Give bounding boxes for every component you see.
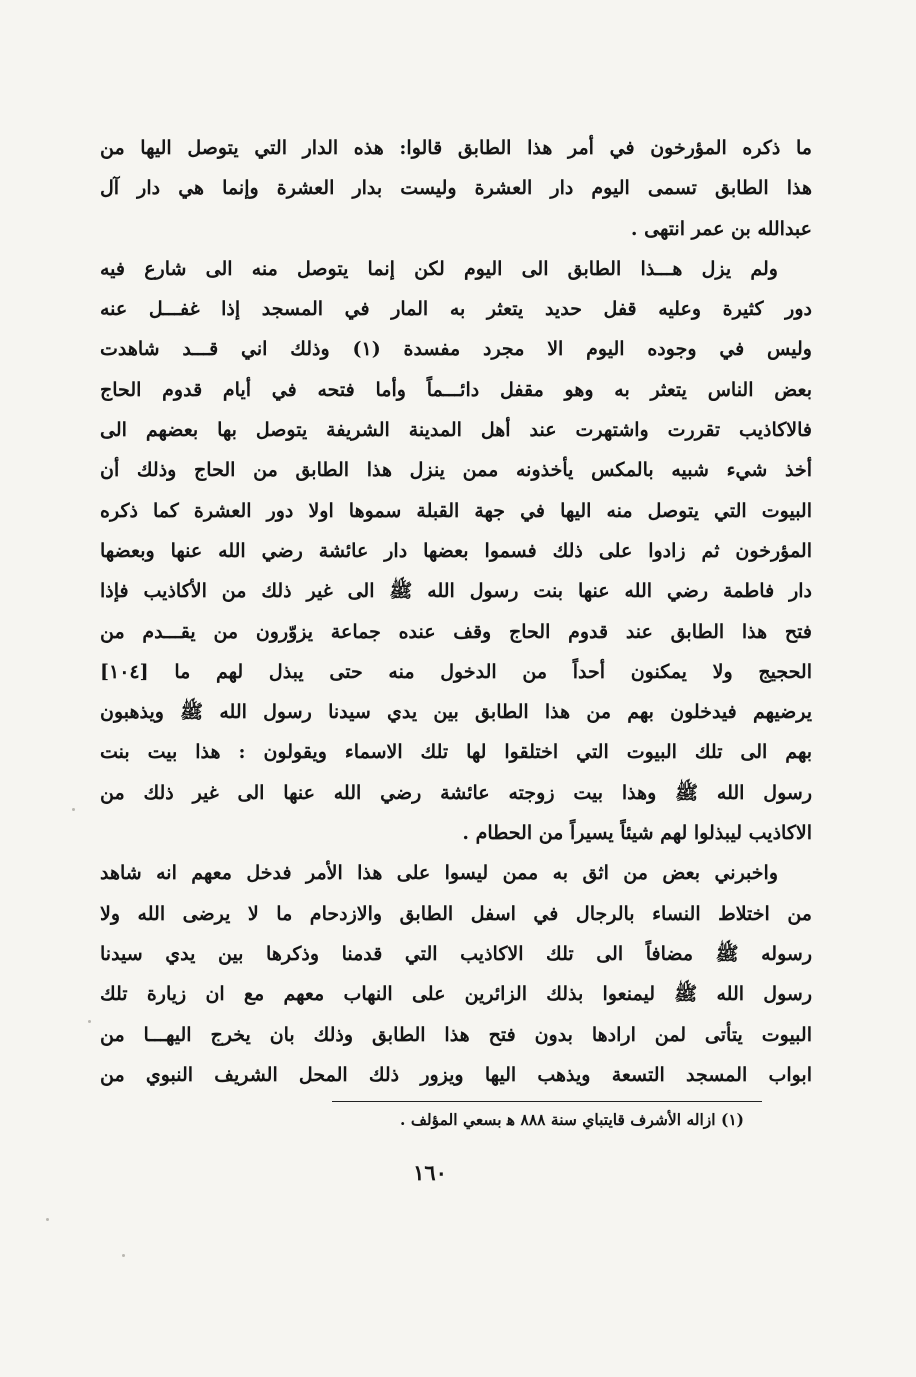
text-line-10: البيوت التي يتوصل منه اليها في جهة القبلة سموها اولا دور العشرة كما ذكره (100, 499, 812, 522)
text-line-15: يرضيهم فيدخلون بهم من هذا الطابق بين يدي سيدنا رسول الله ﷺ ويذهبون (100, 701, 812, 724)
text-line-12: دار فاطمة رضي الله عنها بنت رسول الله ﷺ الى غير ذلك من الأكاذيب فإذا (100, 580, 812, 603)
text-line-18: الاكاذيب ليبذلوا لهم شيئاً يسيراً من الحطام . (462, 822, 812, 845)
text-line-1: ما ذكره المؤرخون في أمر هذا الطابق قالوا: هذه الدار التي يتوصل اليها من (100, 137, 812, 159)
text-line-6: وليس في وجوده اليوم الا مجرد مفسدة (١) وذلك اني قـــد شاهدت (100, 338, 812, 361)
text-line-22: رسول الله ﷺ ليمنعوا بذلك الزائرين على النهاب معهم مع ان زيارة تلك (100, 983, 812, 1006)
text-line-2: هذا الطابق تسمى اليوم دار العشرة وليست بدار العشرة وإنما هي دار آل (100, 177, 812, 200)
text-line-20: من اختلاط النساء بالرجال في اسفل الطابق والازدحام ما لا يرضى الله ولا (100, 902, 812, 925)
footnote-divider (332, 1101, 762, 1102)
footnote: (١) ازاله الأشرف قايتباي سنة ٨٨٨ ﻫ بسعي المؤلف . (400, 1110, 744, 1129)
text-line-5: دور كثيرة وعليه قفل حديد يتعثر به المار في المسجد إذا غفـــل عنه (100, 298, 812, 321)
text-line-8: فالاكاذيب تقررت واشتهرت عند أهل المدينة الشريفة يتوصل بها بعضهم الى (100, 419, 812, 442)
text-line-11: المؤرخون ثم زادوا على ذلك فسموا بعضها دار عائشة رضي الله عنها وبعضها (100, 539, 812, 562)
text-line-23: البيوت يتأتى لمن ارادها بدون فتح هذا الطابق وذلك بان يخرج اليهـــا من (100, 1023, 812, 1046)
text-line-19: واخبرني بعض من اثق به ممن ليسوا على هذا الأمر فدخل معهم انه شاهد (100, 862, 778, 885)
text-line-3: عبدالله بن عمر انتهى . (630, 217, 812, 240)
text-line-16: بهم الى تلك البيوت التي اختلقوا لها تلك الاسماء ويقولون : هذا بيت بنت (100, 741, 812, 764)
text-line-7: بعض الناس يتعثر به وهو مقفل دائـــماً وأما فتحه في أيام قدوم الحاج (100, 378, 812, 401)
scan-speck (88, 1020, 91, 1023)
text-line-13: فتح هذا الطابق عند قدوم الحاج وقف عنده جماعة يزوّرون من يقـــدم من (100, 620, 812, 643)
text-line-24: ابواب المسجد التسعة ويذهب اليها ويزور ذلك المحل الشريف النبوي من (100, 1063, 812, 1086)
scan-speck (46, 1218, 49, 1221)
text-line-4: ولم يزل هـــذا الطابق الى اليوم لكن إنما يتوصل منه الى شارع فيه (100, 257, 778, 280)
text-line-14: الحجيج ولا يمكنون أحداً من الدخول منه حتى يبذل لهم ما [١٠٤] (100, 660, 812, 683)
scan-speck (122, 1254, 125, 1257)
page-number: ١٦٠ (413, 1160, 447, 1185)
main-text (100, 128, 812, 1095)
text-line-9: أخذ شيء شبيه بالمكس يأخذونه ممن ينزل هذا الطابق من الحاج وذلك أن (100, 459, 812, 482)
text-line-17: رسول الله ﷺ وهذا بيت زوجته عائشة رضي الله عنها الى غير ذلك من (100, 781, 812, 804)
text-line-21: رسوله ﷺ مضافاً الى تلك الاكاذيب التي قدمنا وذكرها بين يدي سيدنا (100, 942, 812, 965)
scan-speck (72, 808, 75, 811)
